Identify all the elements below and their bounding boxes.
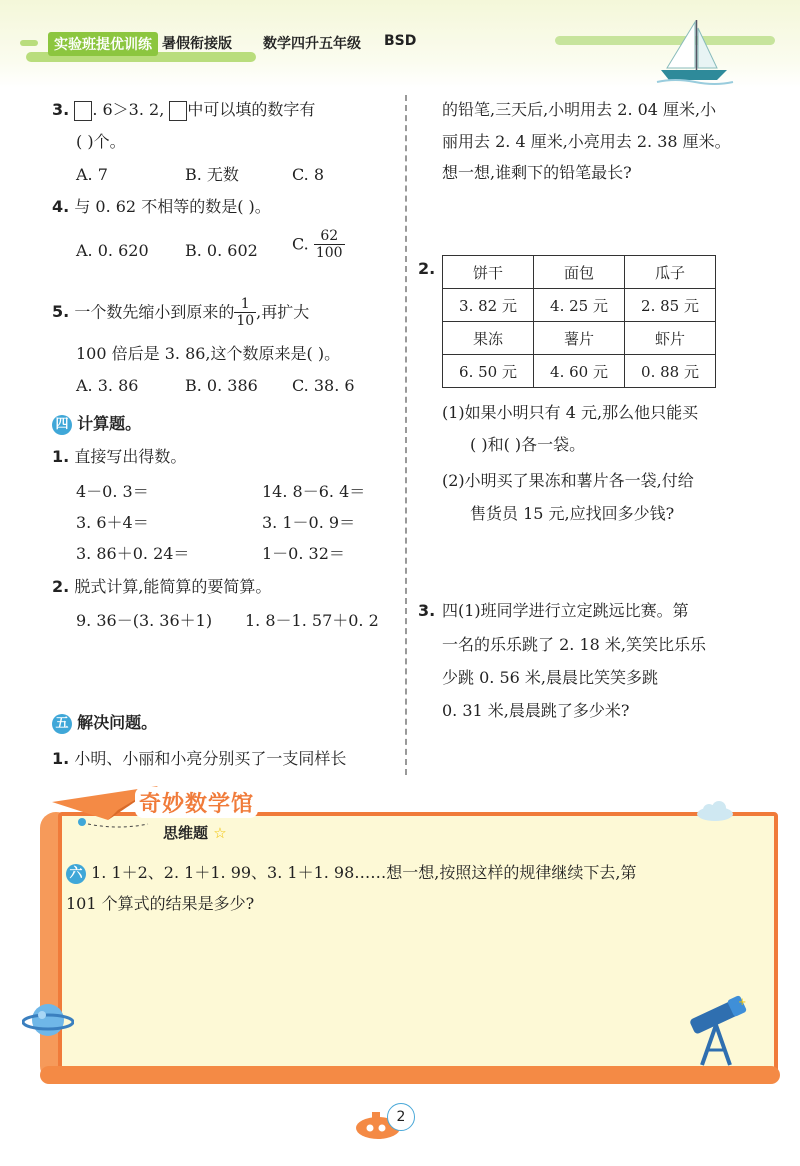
- series-badge: 实验班提优训练: [48, 32, 158, 56]
- section-5-header: [52, 710, 157, 734]
- sub-question: (2)小明买了果冻和薯片各一袋,付给: [442, 471, 694, 490]
- think-label: [163, 822, 227, 843]
- question-text: 脱式计算,能简算的要简算。: [74, 577, 272, 596]
- scroll-bottom: [40, 1066, 780, 1084]
- table-cell: 虾片: [625, 322, 716, 355]
- calc-item: 14. 8－6. 4＝: [262, 482, 366, 501]
- table-row: [443, 256, 716, 289]
- table-cell: 4. 60 元: [534, 355, 625, 388]
- option-a[interactable]: A. 0. 620: [76, 241, 149, 260]
- sub-question: 售货员 15 元,应找回多少钱?: [470, 504, 675, 523]
- fraction: [234, 296, 256, 329]
- calc-item: 1－0. 32＝: [262, 544, 345, 563]
- club-title: 奇妙数学馆: [135, 787, 258, 818]
- table-cell: 3. 82 元: [443, 289, 534, 322]
- edition-label: 暑假衔接版: [162, 36, 232, 52]
- question-number: 4.: [52, 197, 70, 216]
- table-row: [443, 322, 716, 355]
- section-badge: 四: [52, 415, 72, 435]
- table-cell: 饼干: [443, 256, 534, 289]
- calc-item: 3. 1－0. 9＝: [262, 513, 356, 532]
- calc-expression: 9. 36－(3. 36＋1): [76, 611, 213, 630]
- question-text: 101 个算式的结果是多少?: [66, 894, 255, 913]
- numerator: 62: [314, 228, 345, 245]
- table-cell: 6. 50 元: [443, 355, 534, 388]
- option-a[interactable]: A. 7: [76, 165, 108, 184]
- question-text: 100 倍后是 3. 86,这个数原来是( )。: [76, 344, 341, 363]
- question-text: 小明、小丽和小亮分别买了一支同样长: [74, 749, 347, 768]
- calc-item: 3. 6＋4＝: [76, 513, 149, 532]
- question-4: [52, 196, 271, 218]
- svg-text:+: +: [738, 997, 747, 1008]
- question-number: 1.: [52, 749, 70, 768]
- page-number: 2: [387, 1103, 415, 1131]
- fraction: [314, 228, 345, 261]
- table-cell: 2. 85 元: [625, 289, 716, 322]
- table-row: [443, 289, 716, 322]
- question-text: ,再扩大: [256, 302, 310, 322]
- question-text: 丽用去 2. 4 厘米,小亮用去 2. 38 厘米。: [442, 132, 731, 151]
- question-1: [52, 446, 186, 468]
- section-badge: 六: [66, 864, 86, 884]
- cloud-icon: [695, 800, 735, 822]
- option-c[interactable]: C. 8: [292, 165, 325, 184]
- price-table: [442, 255, 716, 388]
- calc-item: 4－0. 3＝: [76, 482, 149, 501]
- star-icon: ☆: [213, 824, 227, 842]
- section-title: 计算题。: [77, 414, 142, 433]
- subject-label: 数学四升五年级: [263, 36, 361, 52]
- table-cell: 4. 25 元: [534, 289, 625, 322]
- sailboat-icon: [655, 18, 735, 88]
- question-number: 3.: [418, 601, 436, 620]
- blank-box[interactable]: [169, 101, 187, 121]
- option-a[interactable]: A. 3. 86: [76, 376, 139, 395]
- calc-item: 3. 86＋0. 24＝: [76, 544, 190, 563]
- question-2: [52, 576, 271, 598]
- denominator: 100: [315, 245, 343, 261]
- question-text: 直接写出得数。: [74, 447, 187, 466]
- question-text: 的铅笔,三天后,小明用去 2. 04 厘米,小: [442, 100, 717, 119]
- option-c[interactable]: C. 38. 6: [292, 376, 355, 395]
- section-badge: 五: [52, 714, 72, 734]
- table-row: [443, 355, 716, 388]
- telescope-icon: [682, 995, 752, 1067]
- option-b[interactable]: B. 0. 386: [185, 376, 258, 395]
- table-cell: 0. 88 元: [625, 355, 716, 388]
- think-label-text: 思维题: [163, 824, 209, 842]
- section-4-header: [52, 411, 141, 435]
- question-text: . 6＞3. 2,: [92, 100, 165, 119]
- blank-box[interactable]: [74, 101, 92, 121]
- question-1: [52, 748, 346, 770]
- numerator: 1: [234, 296, 256, 313]
- denominator: 10: [236, 313, 255, 329]
- table-cell: 面包: [534, 256, 625, 289]
- option-c[interactable]: [292, 228, 345, 261]
- question-3: [52, 99, 315, 121]
- option-b[interactable]: B. 无数: [185, 165, 239, 184]
- question-text: 一个数先缩小到原来的: [74, 302, 235, 322]
- question-number: 2.: [52, 577, 70, 596]
- publisher-code: BSD: [384, 33, 417, 49]
- option-b[interactable]: B. 0. 602: [185, 241, 258, 260]
- option-label: C.: [292, 234, 309, 254]
- question-number: 3.: [52, 100, 70, 119]
- table-cell: 薯片: [534, 322, 625, 355]
- question-number: 1.: [52, 447, 70, 466]
- calc-expression: 1. 8－1. 57＋0. 2: [245, 611, 379, 630]
- sub-question: (1)如果小明只有 4 元,那么他只能买: [442, 403, 699, 422]
- question-text: ( )个。: [76, 132, 126, 151]
- question-text: 0. 31 米,晨晨跳了多少米?: [442, 701, 630, 720]
- question-text: 想一想,谁剩下的铅笔最长?: [442, 163, 632, 182]
- question-text: 1. 1＋2、2. 1＋1. 99、3. 1＋1. 98……想一想,按照这样的规律继续下去,第: [91, 863, 637, 882]
- section-title: 解决问题。: [77, 713, 158, 732]
- question-5: [52, 296, 309, 329]
- challenge-question: [66, 862, 636, 884]
- challenge-panel: [58, 812, 778, 1082]
- column-divider: [405, 95, 407, 775]
- table-cell: 果冻: [443, 322, 534, 355]
- sub-question: ( )和( )各一袋。: [470, 435, 586, 454]
- table-cell: 瓜子: [625, 256, 716, 289]
- question-text: 四(1)班同学进行立定跳远比赛。第: [442, 601, 689, 620]
- question-number: 2.: [418, 259, 436, 278]
- header-decor: [20, 40, 38, 46]
- question-text: 与 0. 62 不相等的数是( )。: [74, 197, 271, 216]
- planet-icon: [22, 995, 74, 1045]
- question-text: 少跳 0. 56 米,晨晨比笑笑多跳: [442, 668, 658, 687]
- question-text: 一名的乐乐跳了 2. 18 米,笑笑比乐乐: [442, 635, 706, 654]
- question-text: 中可以填的数字有: [187, 100, 316, 119]
- question-number: 5.: [52, 302, 70, 321]
